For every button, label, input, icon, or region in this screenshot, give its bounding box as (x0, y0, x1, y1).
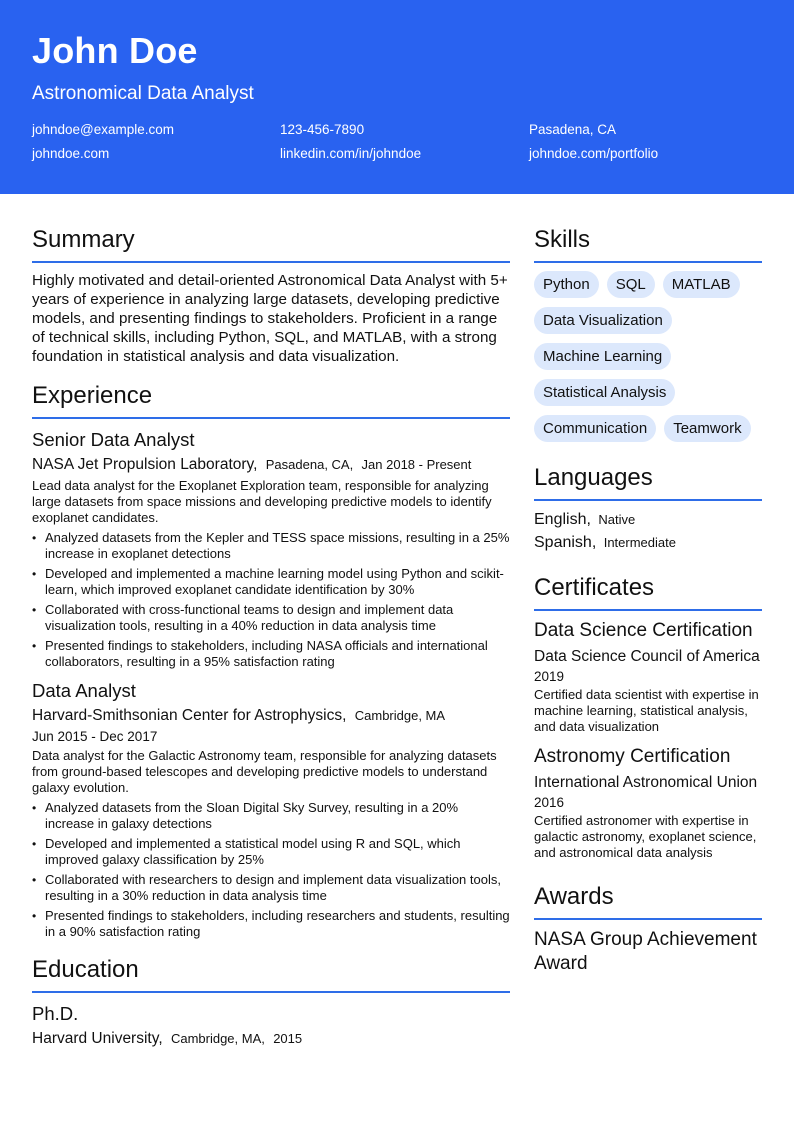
skill-chip: Communication (534, 415, 656, 442)
website-link[interactable]: johndoe.com (32, 146, 110, 161)
certificate-name: Astronomy Certification (534, 746, 731, 767)
job-description: Data analyst for the Galactic Astronomy team, responsible for analyzing datasets from ground-based telescopes and developing predictive models to understand galaxy evolution. (32, 748, 497, 795)
linkedin-link[interactable]: linkedin.com/in/johndoe (280, 146, 422, 161)
job-bullet: • Presented findings to stakeholders, including NASA officials and international collaborators, resulting in a 95% satisfaction rating (32, 638, 510, 670)
job-dates: Jan 2018 - Present (361, 457, 472, 472)
job-bullets (32, 530, 510, 670)
portfolio-link[interactable]: johndoe.com/portfolio (529, 146, 659, 161)
experience-heading: Experience (32, 382, 510, 419)
language-name: Spanish, (534, 534, 597, 551)
languages-heading: Languages (534, 464, 762, 501)
job-org-line (32, 456, 510, 474)
certificate-year: 2019 (534, 669, 565, 684)
awards-section (534, 883, 762, 976)
job-bullet: • Collaborated with cross-functional teams to design and implement data visualization tools, resulting in a 40% reduction in data analysis time (32, 602, 510, 634)
skill-chip: Python (534, 271, 599, 298)
email-link[interactable]: johndoe@example.com (32, 122, 175, 137)
job-bullet: • Presented findings to stakeholders, including researchers and students, resulting in a 90% satisfaction rating (32, 908, 510, 940)
job-bullet: • Analyzed datasets from the Kepler and TESS space missions, resulting in a 25% increase in exoplanet detections (32, 530, 510, 562)
job-description: Lead data analyst for the Exoplanet Exploration team, responsible for analyzing large datasets from space missions and developing predictive models to identify exoplanet candidates. (32, 478, 492, 525)
graduation-year: 2015 (273, 1031, 303, 1046)
location-text: Pasadena, CA (529, 122, 617, 137)
certificate-entry (534, 619, 762, 735)
certificate-issuer: Data Science Council of America (534, 648, 760, 665)
job-bullets (32, 800, 510, 940)
candidate-title: Astronomical Data Analyst (32, 83, 254, 104)
certificate-entry (534, 745, 762, 861)
language-item (534, 534, 762, 552)
sidebar-column (534, 226, 762, 976)
certificate-description: Certified astronomer with expertise in galactic astronomy, exoplanet science, and astronomical data analysis (534, 813, 757, 860)
job-dates: Jun 2015 - Dec 2017 (32, 729, 158, 744)
language-level: Intermediate (603, 535, 676, 550)
school-name: Harvard University, (32, 1030, 163, 1047)
language-name: English, (534, 511, 591, 528)
skill-chip: Statistical Analysis (534, 379, 675, 406)
phone-number: 123-456-7890 (280, 122, 365, 137)
main-column (32, 226, 510, 1048)
resume-header (0, 0, 794, 194)
job-entry (32, 680, 510, 940)
language-level: Native (598, 512, 636, 527)
education-section (32, 956, 510, 1048)
candidate-name: John Doe (32, 30, 198, 71)
school-line (32, 1030, 510, 1048)
certificate-description: Certified data scientist with expertise in machine learning, statistical analysis, and data visualization (534, 687, 759, 734)
skill-chip: SQL (607, 271, 655, 298)
certificate-name: Data Science Certification (534, 620, 753, 641)
skill-chip: Teamwork (664, 415, 750, 442)
awards-heading: Awards (534, 883, 762, 920)
languages-section (534, 464, 762, 552)
summary-text: Highly motivated and detail-oriented Astronomical Data Analyst with 5+ years of experience in analyzing large datasets, developing predictive models, and presenting findings to stakeholders. Proficient in a range of technical skills, including Python, SQL, and MATLAB, with a strong foundation in statistical analysis and data visualization. (32, 272, 508, 365)
summary-heading: Summary (32, 226, 510, 263)
experience-section (32, 382, 510, 940)
job-title: Senior Data Analyst (32, 429, 195, 450)
job-title: Data Analyst (32, 680, 136, 701)
skills-section (534, 226, 762, 442)
skill-chip: Data Visualization (534, 307, 672, 334)
job-org: Harvard-Smithsonian Center for Astrophysics, (32, 707, 347, 724)
skills-heading: Skills (534, 226, 762, 263)
school-location: Cambridge, MA, (170, 1031, 265, 1046)
job-bullet: • Analyzed datasets from the Sloan Digital Sky Survey, resulting in a 20% increase in galaxy detections (32, 800, 510, 832)
job-bullet: • Collaborated with researchers to design and implement data visualization tools, resulting in a 30% reduction in data analysis time (32, 872, 510, 904)
certificate-issuer: International Astronomical Union (534, 774, 758, 791)
certificates-heading: Certificates (534, 574, 762, 611)
skill-chip: Machine Learning (534, 343, 671, 370)
language-item (534, 511, 762, 529)
job-entry (32, 429, 510, 670)
job-org-line (32, 707, 510, 725)
skill-chip: MATLAB (663, 271, 740, 298)
job-location: Pasadena, CA, (265, 457, 354, 472)
certificates-section (534, 574, 762, 861)
education-heading: Education (32, 956, 510, 993)
degree-title: Ph.D. (32, 1003, 79, 1024)
job-bullet: • Developed and implemented a machine learning model using Python and scikit-learn, which improved exoplanet candidate identification by 30% (32, 566, 510, 598)
certificate-year: 2016 (534, 795, 565, 810)
skills-list (534, 271, 762, 442)
job-bullet: • Developed and implemented a statistical model using R and SQL, which improved galaxy classification by 25% (32, 836, 510, 868)
summary-section (32, 226, 510, 366)
award-name: NASA Group Achievement Award (534, 929, 757, 974)
job-org: NASA Jet Propulsion Laboratory, (32, 456, 258, 473)
job-location: Cambridge, MA (354, 708, 446, 723)
